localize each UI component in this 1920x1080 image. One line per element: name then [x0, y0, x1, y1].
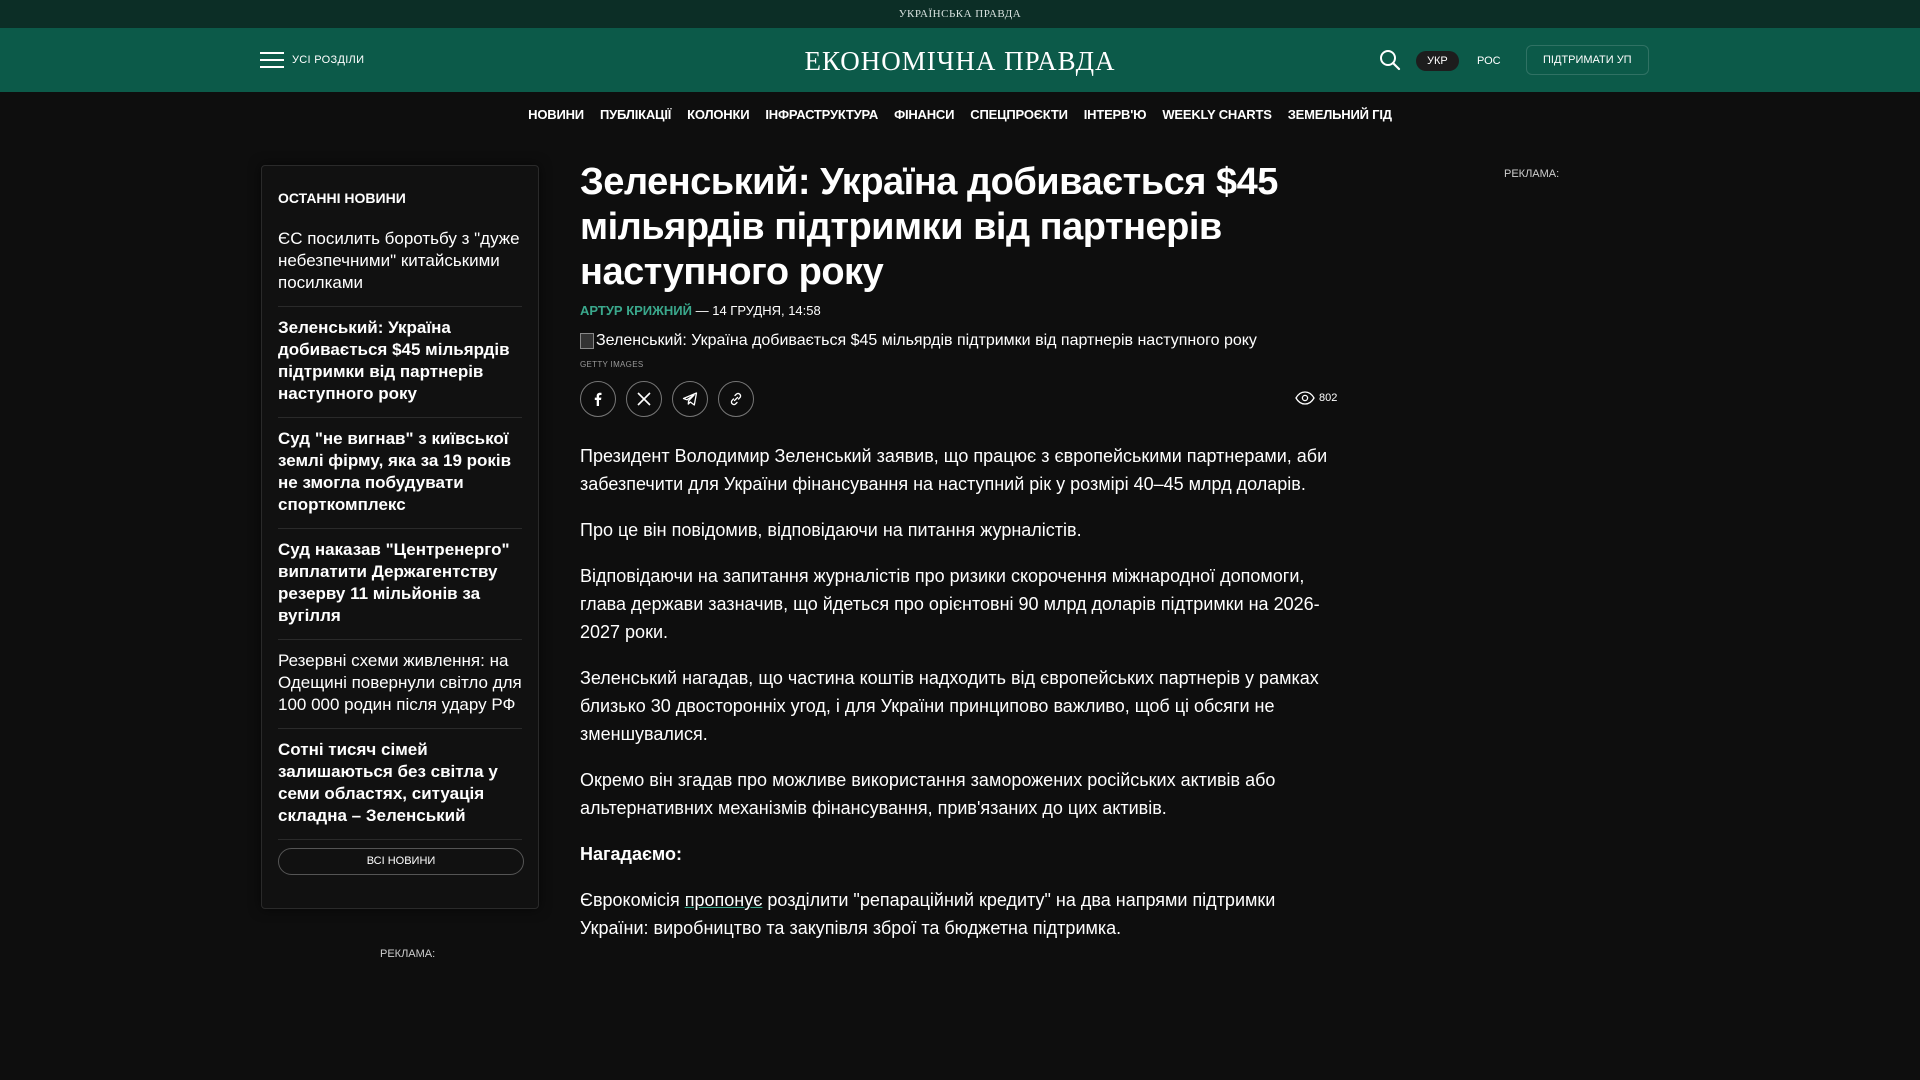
news-item[interactable]: Суд "не вигнав" з київської землі фірму, яка за 19 років не змогла побудувати спорткомплекс	[278, 418, 522, 529]
news-item[interactable]: Зеленський: Україна добивається $45 мільярдів підтримки від партнерів наступного року	[278, 307, 522, 418]
paragraph-text: розділити "репараційний кредиту" на два напрями підтримки України: виробництво та закупівля зброї та бюджетна підтримка.	[580, 890, 1276, 938]
news-item[interactable]: Суд наказав "Центренерго" виплатити Держагентству резерву 11 мільйонів за вугілля	[278, 529, 522, 640]
copy-link-button[interactable]	[718, 381, 754, 417]
site-name-link[interactable]: УКРАЇНСЬКА ПРАВДА	[898, 8, 1022, 20]
section-nav	[0, 92, 1920, 136]
x-icon	[636, 391, 652, 407]
article	[580, 160, 1340, 942]
nav-item-news[interactable]: НОВИНИ	[528, 106, 584, 122]
search-icon[interactable]	[1378, 48, 1402, 72]
lang-ros-button[interactable]: РОС	[1477, 55, 1501, 67]
nav-item-columns[interactable]: КОЛОНКИ	[687, 106, 750, 122]
all-sections-button[interactable]	[260, 46, 364, 74]
all-sections-label: УСІ РОЗДІЛИ	[292, 54, 365, 66]
paragraph: Окремо він згадав про можливе використання заморожених російських активів або альтернативних механізмів фінансування, прив'язаних до цих активів.	[580, 770, 1276, 818]
support-button[interactable]: ПІДТРИМАТИ УП	[1526, 45, 1649, 75]
view-counter	[1295, 391, 1337, 405]
top-strip	[0, 0, 1920, 28]
reminder-heading: Нагадаємо:	[580, 844, 682, 864]
date-separator: —	[691, 303, 713, 318]
link-icon	[728, 391, 744, 407]
share-row	[580, 381, 1340, 419]
nav-item-infrastructure[interactable]: ІНФРАСТРУКТУРА	[765, 106, 879, 122]
nav-item-interview[interactable]: ІНТЕРВ'Ю	[1083, 106, 1147, 122]
inline-link[interactable]: пропонує	[684, 890, 763, 910]
news-item[interactable]: Сотні тисяч сімей залишаються без світла у семи областях, ситуація складна – Зеленський	[278, 729, 522, 840]
telegram-icon	[682, 391, 698, 407]
news-item[interactable]: Резервні схеми живлення: на Одещині повернули світло для 100 000 родин після удару РФ	[278, 640, 522, 729]
nav-item-special-projects[interactable]: СПЕЦПРОЄКТИ	[970, 106, 1068, 122]
publish-date: 14 ГРУДНЯ, 14:58	[712, 303, 821, 318]
article-body	[580, 442, 1340, 942]
facebook-icon	[590, 391, 606, 407]
nav-item-weekly-charts[interactable]: WEEKLY CHARTS	[1162, 106, 1272, 122]
ad-label-right: РЕКЛАМА:	[1504, 168, 1560, 180]
lang-ukr-button[interactable]: УКР	[1416, 51, 1459, 71]
paragraph: Відповідаючи на запитання журналістів про ризики скорочення міжнародної допомоги, глава держави зазначив, що йдеться про орієнтовні 90 млрд доларів підтримки на 2026-2027 роки.	[580, 566, 1320, 642]
broken-image-icon	[580, 333, 594, 349]
news-item[interactable]: ЄС посилить боротьбу з "дуже небезпечними" китайськими посилками	[278, 218, 522, 307]
article-meta	[580, 303, 1340, 318]
eye-icon	[1295, 391, 1315, 405]
view-count: 802	[1319, 392, 1338, 404]
image-credit: GETTY IMAGES	[580, 360, 644, 369]
facebook-share-button[interactable]	[580, 381, 616, 417]
site-logo[interactable]: ЕКОНОМІЧНА ПРАВДА	[804, 46, 1116, 76]
article-image	[580, 332, 1340, 350]
paragraph-text: Єврокомісія	[580, 890, 685, 910]
ad-label-left: РЕКЛАМА:	[380, 948, 436, 960]
all-news-button[interactable]: ВСІ НОВИНИ	[278, 848, 524, 875]
author-link[interactable]: АРТУР КРИЖНИЙ	[580, 303, 692, 318]
paragraph: Зеленський нагадав, що частина коштів надходить від європейських партнерів у рамках близько 30 двосторонніх угод, і для України принципово важливо, щоб ці обсяги не зменшувалися.	[580, 668, 1319, 744]
header	[0, 28, 1920, 92]
telegram-share-button[interactable]	[672, 381, 708, 417]
nav-item-finance[interactable]: ФІНАНСИ	[894, 106, 955, 122]
paragraph: Про це він повідомив, відповідаючи на питання журналістів.	[580, 520, 1082, 540]
article-title: Зеленський: Україна добивається $45 мільярдів підтримки від партнерів наступного року	[580, 161, 1278, 293]
nav-item-publications[interactable]: ПУБЛІКАЦІЇ	[599, 106, 672, 122]
paragraph: Президент Володимир Зеленський заявив, що працює з європейськими партнерами, аби забезпечити для України фінансування на наступний рік у розмірі 40–45 млрд доларів.	[580, 446, 1328, 494]
x-share-button[interactable]	[626, 381, 662, 417]
latest-news-panel	[261, 165, 539, 909]
paragraph	[580, 886, 1340, 942]
article-image-alt: Зеленський: Україна добивається $45 мільярдів підтримки від партнерів наступного року	[596, 332, 1257, 349]
nav-item-land-guide[interactable]: ЗЕМЕЛЬНИЙ ГІД	[1287, 106, 1392, 122]
hamburger-icon	[260, 52, 284, 68]
latest-news-title: ОСТАННІ НОВИНИ	[278, 190, 406, 206]
